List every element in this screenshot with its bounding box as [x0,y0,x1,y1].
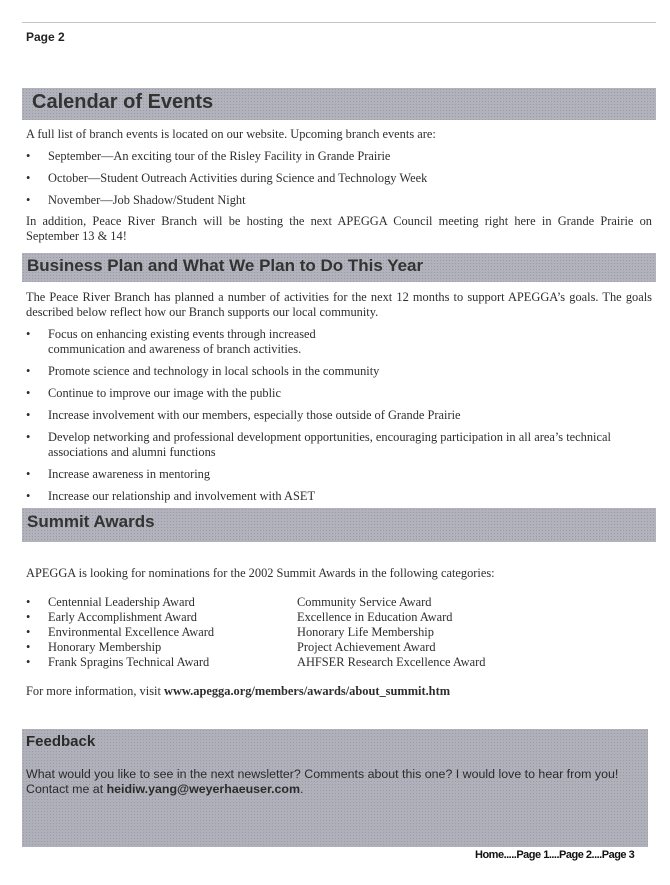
bullet-icon: • [26,467,31,481]
summit-awards-link[interactable]: www.apegga.org/members/awards/about_summit.htm [164,684,451,698]
bullet-icon: • [26,640,31,654]
top-divider [22,22,656,23]
home-link[interactable]: Home [475,849,504,861]
bullet-icon: • [26,149,31,163]
bullet-icon: • [26,595,31,609]
calendar-heading: Calendar of Events [22,88,656,120]
business-intro: The Peace River Branch has planned a number of activities for the next 12 months to support APEGGA’s goals. The goals described below reflect how our Branch supports our local community. [26,290,652,319]
bullet-icon: • [26,489,31,503]
summit-awards-heading: Summit Awards [22,508,656,542]
bullet-icon: • [26,171,31,185]
bullet-icon: • [26,386,31,400]
footer-navigation: Home.....Page 1....Page 2....Page 3 [475,849,635,861]
bullet-icon: • [26,364,31,378]
feedback-heading: Feedback [26,733,96,750]
bullet-icon: • [26,655,31,669]
summit-intro: APEGGA is looking for nominations for the 2002 Summit Awards in the following categories: [26,566,495,580]
business-plan-heading: Business Plan and What We Plan to Do This Year [22,253,656,282]
summit-more-info: For more information, visit www.apegga.org/members/awards/about_summit.htm [26,684,451,698]
bullet-icon: • [26,193,31,207]
feedback-text: What would you like to see in the next newsletter? Comments about this one? I would love to hear from you! Contact me at heidiw.yang@weyerhaeuser.com. [26,767,619,796]
calendar-intro: A full list of branch events is located on our website. Upcoming branch events are: [26,127,436,141]
page-number: Page 2 [26,30,65,44]
bullet-icon: • [26,625,31,639]
bullet-icon: • [26,327,31,341]
feedback-email-link[interactable]: heidiw.yang@weyerhaeuser.com [106,782,301,796]
bullet-icon: • [26,430,31,444]
bullet-icon: • [26,408,31,422]
page-1-link[interactable]: Page 1 [516,849,549,861]
page-3-link[interactable]: Page 3 [601,849,635,861]
feedback-box [22,729,648,847]
page-2-link[interactable]: Page 2 [559,849,592,861]
bullet-icon: • [26,610,31,624]
calendar-note: In addition, Peace River Branch will be hosting the next APEGGA Council meeting right here in Grande Prairie on September 13 & 14! [26,214,652,243]
